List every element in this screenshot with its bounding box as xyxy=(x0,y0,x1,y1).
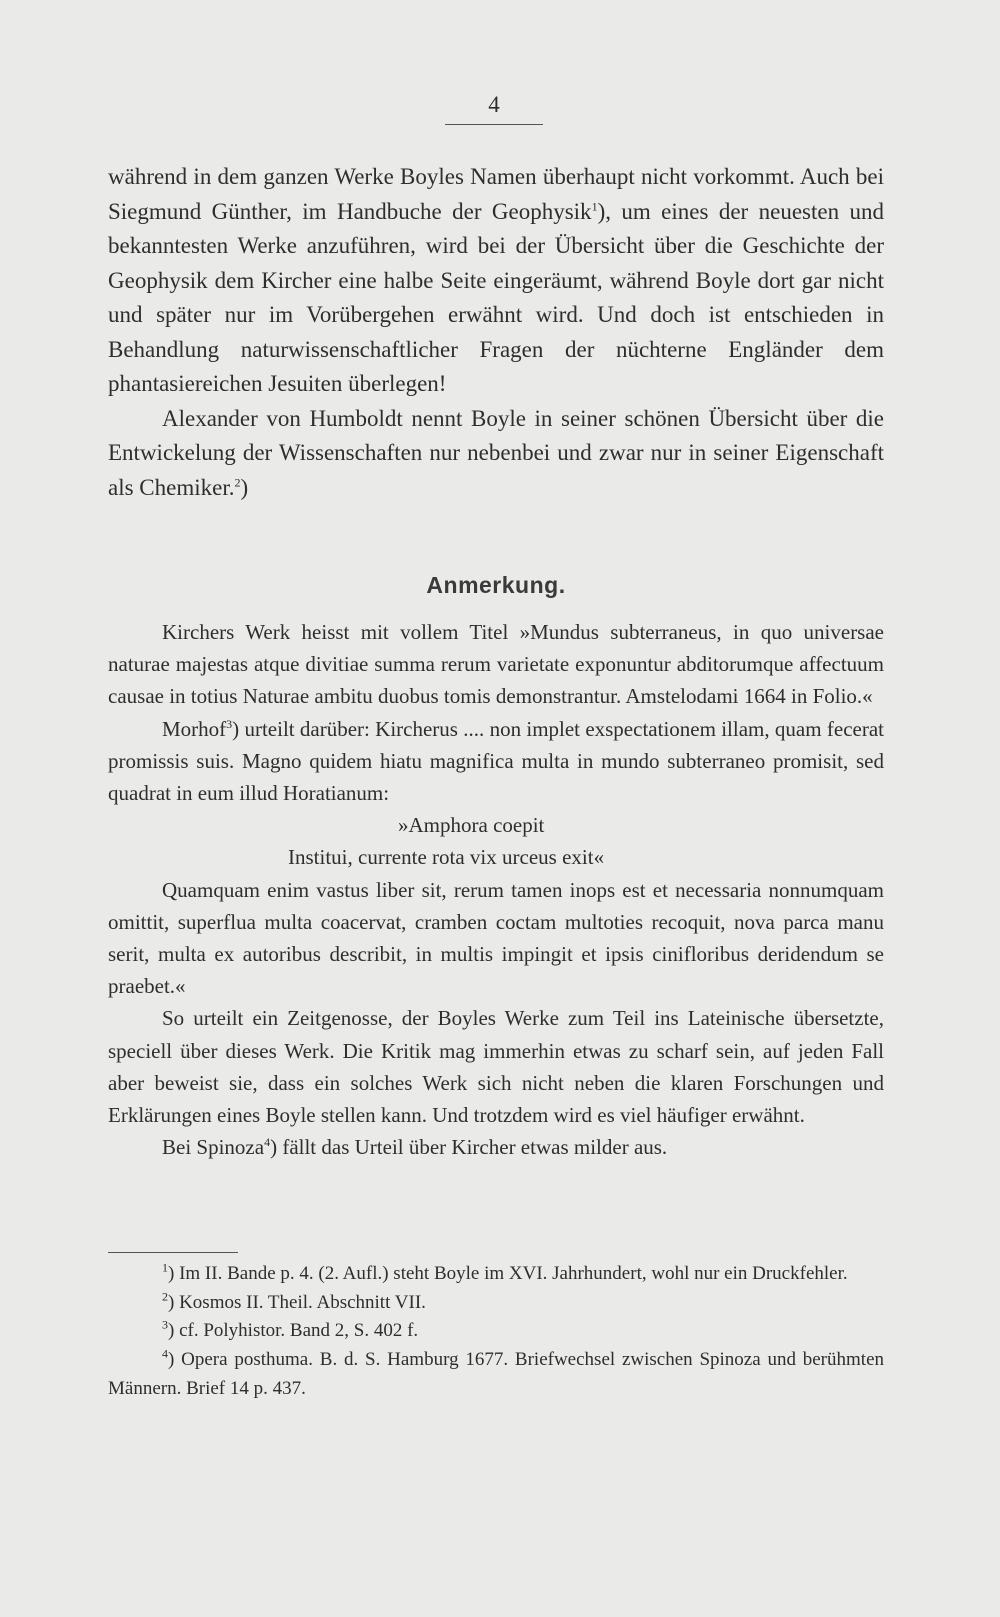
footnote-ref-4: 4 xyxy=(264,1135,271,1150)
note-paragraph-2-after: ) urteilt darüber: Kircherus .... non implet exspectationem illam, quam fecerat promissis suis. Magno quidem hiatu magnifica multa in mundo subterraneo promisit, sed quadrat in eum illud Horatianum: xyxy=(108,716,884,806)
note-paragraph-5-before: Bei Spinoza xyxy=(162,1135,265,1160)
footnote-mark-1: 1 xyxy=(162,1260,168,1275)
footnote-1 xyxy=(108,1260,884,1289)
footnote-1-text: ) Im II. Bande p. 4. (2. Aufl.) steht Boyle im XVI. Jahrhundert, wohl nur ein Druckfehler. xyxy=(168,1263,848,1284)
note-paragraph-2-before: Morhof xyxy=(162,716,227,741)
footnote-divider xyxy=(108,1252,238,1253)
note-paragraph-2 xyxy=(108,713,884,810)
footnote-4-text: ) Opera posthuma. B. d. S. Hamburg 1677. Briefwechsel zwischen Spinoza und berühmten Männern. Brief 14 p. 437. xyxy=(108,1349,884,1399)
paragraph-1-text-after: ), um eines der neuesten und bekanntesten Werke anzuführen, wird bei der Übersicht über die Geschichte der Geophysik dem Kircher eine halbe Seite eingeräumt, während Boyle dort gar nicht und später nur im Vorübergehen erwähnt wird. Und doch ist entschieden in Behandlung naturwissenschaftlicher Fragen der nüchterne Engländer dem phantasiereichen Jesuiten überlegen! xyxy=(108,198,884,396)
paragraph-1-text: während in dem ganzen Werke Boyles Namen überhaupt nicht vorkommt. Auch bei Siegmund Günther, im Handbuche der Geophysik xyxy=(108,164,884,224)
note-paragraph-3: Quamquam enim vastus liber sit, rerum tamen inops est et necessaria nonnumquam omittit, superflua multa coacervat, cramben coctam multoties recoquit, nova parca manu serit, multa ex autoribus describit, in multis impingit et ipsis cinifloribus deridendum se praebet.« xyxy=(108,877,884,999)
note-paragraph-5 xyxy=(108,1131,884,1163)
note-paragraph-1: Kirchers Werk heisst mit vollem Titel »Mundus subterraneus, in quo universae naturae majestas atque divitiae summa rerum varietate exponuntur abditorumque affectuum causae in totius Naturae ambitu duobus tomis demonstrantur. Amstelodami 1664 in Folio.« xyxy=(108,620,884,709)
verse-line-2: Institui, currente rota vix urceus exit« xyxy=(288,845,605,870)
main-text xyxy=(108,160,884,505)
verse-line-1: »Amphora coepit xyxy=(398,813,545,838)
footnote-2-text: ) Kosmos II. Theil. Abschnitt VII. xyxy=(168,1291,426,1313)
footnotes xyxy=(108,1260,884,1404)
section-heading: Anmerkung. xyxy=(426,572,566,598)
footnote-mark-3: 3 xyxy=(162,1318,168,1333)
paragraph-2 xyxy=(108,402,884,506)
footnote-2 xyxy=(108,1289,884,1318)
footnote-3-text: ) cf. Polyhistor. Band 2, S. 402 f. xyxy=(168,1320,419,1342)
paragraph-2-text: Alexander von Humboldt nennt Boyle in seiner schönen Übersicht über die Entwickelung der Wissenschaften nur nebenbei und zwar nur in seiner Eigenschaft als Chemiker. xyxy=(108,405,884,500)
paragraph-1 xyxy=(108,160,884,402)
note-paragraph-4: So urteilt ein Zeitgenosse, der Boyles Werke zum Teil ins Lateinische übersetzte, speciell über dieses Werk. Die Kritik mag immerhin etwas zu scharf sein, auf jeden Fall aber beweist sie, dass ein solches Werk sich nicht neben die klaren Forschungen und Erklärungen eines Boyle stellen kann. Und trotzdem wird es viel häufiger erwähnt. xyxy=(108,1006,884,1128)
footnote-3 xyxy=(108,1317,884,1346)
page-number: 4 xyxy=(445,92,543,125)
footnote-4 xyxy=(108,1346,884,1403)
paragraph-2-text-after: ) xyxy=(240,474,249,500)
note-paragraph-5-after: ) fällt das Urteil über Kircher etwas milder aus. xyxy=(270,1135,668,1160)
footnote-ref-3: 3 xyxy=(226,716,233,731)
footnote-ref-1: 1 xyxy=(591,198,598,213)
footnote-mark-2: 2 xyxy=(162,1289,168,1304)
footnote-mark-4: 4 xyxy=(162,1346,168,1361)
annotation-section xyxy=(108,616,884,1163)
footnote-ref-2: 2 xyxy=(234,474,241,489)
